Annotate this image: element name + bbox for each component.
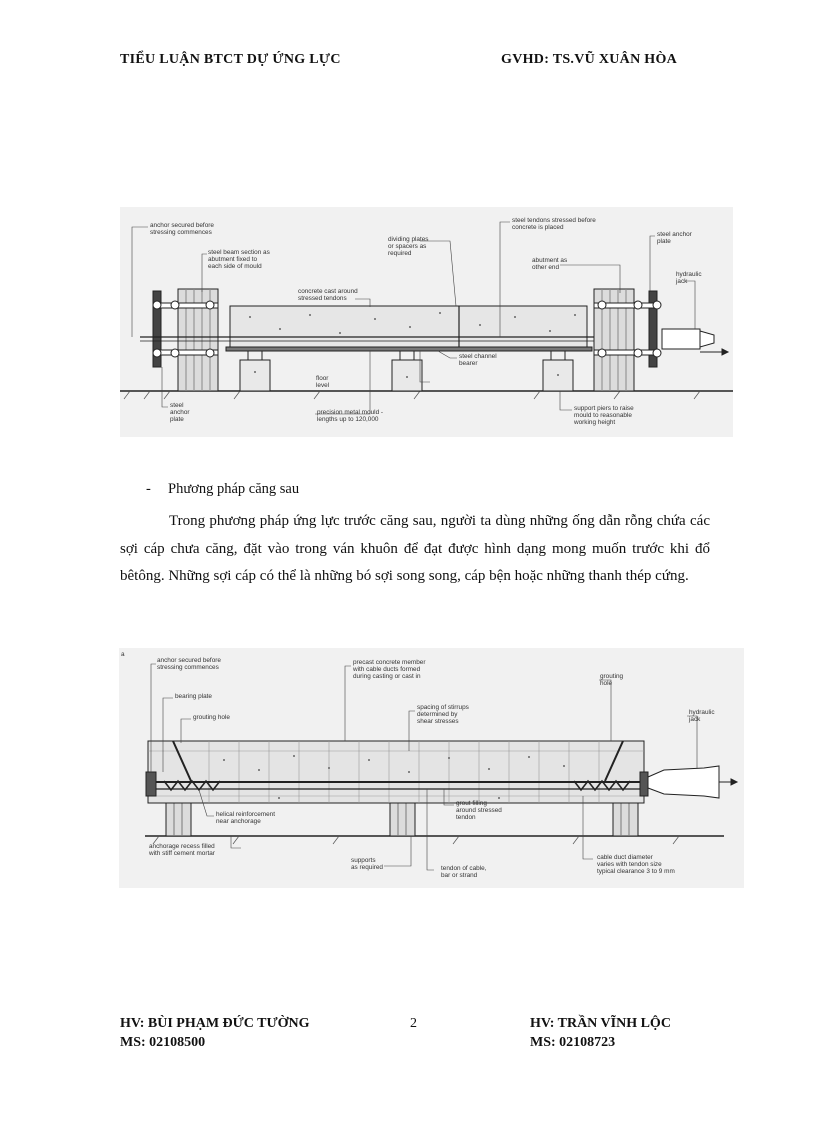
label-dividing-3: required (388, 250, 412, 257)
label-abutment-2: other end (532, 264, 560, 271)
footer-student-right: HV: TRẦN VĨNH LỘC (530, 1016, 671, 1031)
footer-ms-left: MS: 02108500 (120, 1035, 206, 1050)
label-grout-3: tendon (456, 814, 476, 821)
label-grouting-hole-left: grouting hole (193, 714, 230, 721)
label-stirrups-2: determined by (417, 711, 458, 718)
label-dividing-2: or spacers as (388, 243, 427, 250)
label-tendon-2: bar or strand (441, 872, 478, 879)
label-piers: support piers to raise (574, 405, 634, 412)
label-steel-anchor-bl-2: anchor (170, 409, 190, 416)
label-tendon: tendon of cable, (441, 865, 487, 872)
label-bearing-plate: bearing plate (175, 693, 212, 700)
label-floor: floor (316, 375, 329, 382)
label-steel-anchor-bl: steel (170, 402, 184, 409)
label-steel-beam-3: each side of mould (208, 263, 262, 270)
header-title: TIỂU LUẬN BTCT DỰ ỨNG LỰC (120, 52, 341, 67)
label-stirrups-3: shear stresses (417, 718, 459, 725)
label-piers-3: working height (574, 419, 616, 426)
label-helical-2: near anchorage (216, 818, 261, 825)
label-hydraulic-2: jack (676, 278, 688, 285)
label-supports-2: as required (351, 864, 383, 871)
label-concrete-cast: concrete cast around (298, 288, 358, 295)
footer-ms-right: MS: 02108723 (530, 1035, 616, 1050)
label-recess-2: with stiff cement mortar (149, 850, 215, 857)
label-recess: anchorage recess filled (149, 843, 215, 850)
label-anchor-secured: anchor secured before (157, 657, 221, 664)
label-steel-anchor-bl-3: plate (170, 416, 184, 423)
label-helical: helical reinforcement (216, 811, 275, 818)
label-anchor-secured: anchor secured before (150, 222, 214, 229)
label-grouting-right: grouting (600, 673, 624, 680)
label-dividing: dividing plates (388, 236, 429, 243)
pretensioning-diagram (120, 207, 733, 437)
label-tendons: steel tendons stressed before (512, 217, 596, 224)
label-hydraulic: hydraulic (689, 709, 715, 716)
label-stirrups: spacing of stirrups (417, 704, 469, 711)
label-steel-beam: steel beam section as (208, 249, 270, 256)
label-hydraulic: hydraulic (676, 271, 702, 278)
label-anchor-secured-2: stressing commences (157, 664, 219, 671)
label-duct: cable duct diameter (597, 854, 653, 861)
section-title: Phương pháp căng sau (168, 481, 300, 497)
label-tendons-2: concrete is placed (512, 224, 564, 231)
label-grouting-right-2: hole (600, 680, 613, 687)
label-piers-2: mould to reasonable (574, 412, 632, 419)
label-anchor-secured-2: stressing commences (150, 229, 212, 236)
label-steel-anchor-plate-2: plate (657, 238, 671, 245)
section-bullet (146, 481, 299, 498)
label-channel: steel channel (459, 353, 497, 360)
label-abutment: abutment as (532, 257, 568, 264)
label-duct-2: varies with tendon size (597, 861, 662, 868)
footer-student-left: HV: BÙI PHẠM ĐỨC TƯỜNG (120, 1016, 310, 1031)
label-hydraulic-2: jack (689, 716, 701, 723)
label-supports: supports (351, 857, 376, 864)
page-number: 2 (410, 1016, 417, 1031)
label-precast: precast concrete member (353, 659, 426, 666)
label-mould-2: lengths up to 120,000 (317, 416, 379, 423)
label-grout: grout filling (456, 800, 487, 807)
label-steel-anchor-plate: steel anchor (657, 231, 692, 238)
label-grout-2: around stressed (456, 807, 502, 814)
label-channel-2: bearer (459, 360, 478, 367)
bullet-dash: - (146, 481, 151, 497)
fig2-corner-mark: a (121, 651, 125, 658)
label-concrete-cast-2: stressed tendons (298, 295, 347, 302)
label-steel-beam-2: abutment fixed to (208, 256, 258, 263)
posttensioning-diagram (119, 648, 744, 888)
section-paragraph: Trong phương pháp ứng lực trước căng sau, người ta dùng những ống dẫn rỗng chứa các sợi cáp chưa căng, đặt vào trong ván khuôn để đạt được hình dạng mong muốn trước khi đổ bêtông. Những sợi cáp có thể là những bó sợi song song, cáp bện hoặc những thanh thép cứng. (120, 513, 710, 584)
label-mould: precision metal mould - (317, 409, 384, 416)
label-precast-3: during casting or cast in (353, 673, 421, 680)
label-duct-3: typical clearance 3 to 9 mm (597, 868, 675, 875)
label-floor-2: level (316, 382, 330, 389)
label-precast-2: with cable ducts formed (353, 666, 421, 673)
header-advisor: GVHD: TS.VŨ XUÂN HÒA (501, 52, 678, 67)
